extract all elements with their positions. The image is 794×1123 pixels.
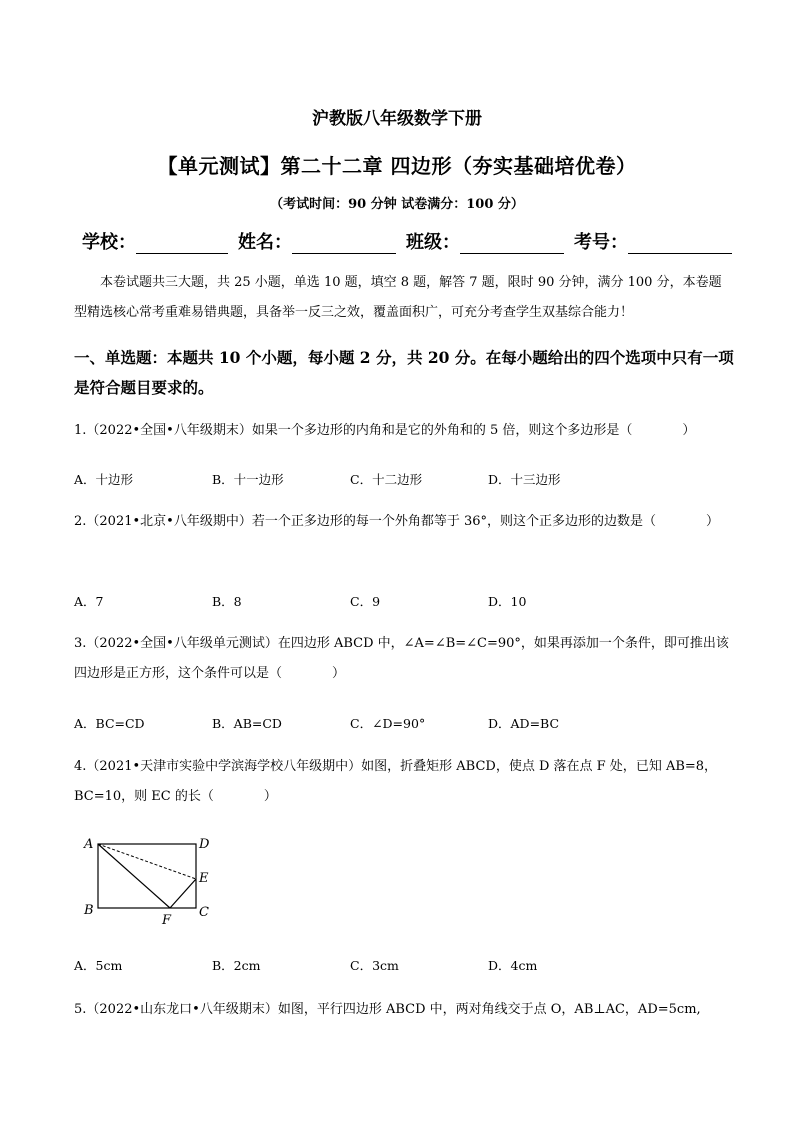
question-5-text: 5.（2022•山东龙口•八年级期末）如图，平行四边形 ABCD 中，两对角线交于点 O，AB⊥AC，AD=5cm, xyxy=(74,1002,701,1017)
option-c[interactable]: C．9 xyxy=(350,594,381,609)
option-d[interactable]: D．AD=BC xyxy=(488,716,560,731)
question-2-options xyxy=(74,592,734,610)
question-5 xyxy=(74,995,734,1025)
name-blank[interactable] xyxy=(292,235,396,254)
page-title: 【单元测试】第二十二章 四边形（夯实基础培优卷） xyxy=(157,154,637,178)
label-e: E xyxy=(199,871,209,886)
option-b[interactable]: B．8 xyxy=(212,594,242,609)
school-blank[interactable] xyxy=(136,235,228,254)
question-3 xyxy=(74,629,734,689)
bracket-close: ） xyxy=(332,666,346,681)
bracket-close: ） xyxy=(682,423,696,438)
label-f: F xyxy=(162,913,172,928)
question-2-text: 2.（2021•北京•八年级期中）若一个正多边形的每一个外角都等于 36°，则这个正多边形的边数是（ xyxy=(74,514,656,529)
rectangle-fold-figure xyxy=(78,832,228,932)
option-d[interactable]: D．十三边形 xyxy=(488,472,561,487)
label-b: B xyxy=(84,903,94,918)
question-4 xyxy=(74,752,734,812)
question-1-options xyxy=(74,470,734,488)
label-d: D xyxy=(199,837,210,852)
question-4-text: 4.（2021•天津市实验中学滨海学校八年级期中）如图，折叠矩形 ABCD，使点 D 落在点 F 处，已知 AB=8，BC=10，则 EC 的长（ xyxy=(74,759,718,804)
option-a[interactable]: A．5cm xyxy=(74,958,123,973)
option-a[interactable]: A．BC=CD xyxy=(74,716,145,731)
subtitle: 沪教版八年级数学下册 xyxy=(312,109,482,129)
section-title: 一、单选题：本题共 10 个小题，每小题 2 分，共 20 分。在每小题给出的四个选项中只有一项是符合题目要求的。 xyxy=(74,348,734,397)
label-a: A xyxy=(84,837,94,852)
label-c: C xyxy=(199,905,209,920)
time-info: （考试时间：90 分钟 试卷满分：100 分） xyxy=(270,197,524,212)
id-blank[interactable] xyxy=(628,235,732,254)
question-4-options xyxy=(74,956,734,974)
bracket-close: ） xyxy=(706,514,720,529)
option-b[interactable]: B．十一边形 xyxy=(212,472,284,487)
option-d[interactable]: D．10 xyxy=(488,594,527,609)
id-label: 考号： xyxy=(574,232,628,253)
option-b[interactable]: B．2cm xyxy=(212,958,261,973)
option-c[interactable]: C．∠D=90° xyxy=(350,716,426,731)
option-c[interactable]: C．3cm xyxy=(350,958,399,973)
option-c[interactable]: C．十二边形 xyxy=(350,472,423,487)
bracket-close: ） xyxy=(263,789,277,804)
question-3-text: 3.（2022•全国•八年级单元测试）在四边形 ABCD 中，∠A=∠B=∠C=90°，如果再添加一个条件，即可推出该四边形是正方形，这个条件可以是（ xyxy=(74,636,729,681)
class-label: 班级： xyxy=(406,232,460,253)
option-b[interactable]: B．AB=CD xyxy=(212,716,282,731)
question-3-options xyxy=(74,714,734,732)
question-1-text: 1.（2022•全国•八年级期末）如果一个多边形的内角和是它的外角和的 5 倍，则这个多边形是（ xyxy=(74,423,633,438)
option-a[interactable]: A．7 xyxy=(74,594,104,609)
school-label: 学校： xyxy=(82,232,136,253)
class-blank[interactable] xyxy=(460,235,564,254)
question-1 xyxy=(74,416,734,446)
option-a[interactable]: A．十边形 xyxy=(74,472,134,487)
student-info-fields xyxy=(82,228,722,254)
class-field[interactable] xyxy=(406,228,574,254)
name-field[interactable] xyxy=(238,228,406,254)
question-2 xyxy=(74,507,734,537)
name-label: 姓名： xyxy=(238,232,292,253)
school-field[interactable] xyxy=(82,228,238,254)
id-field[interactable] xyxy=(574,228,732,254)
option-d[interactable]: D．4cm xyxy=(488,958,538,973)
intro-paragraph: 本卷试题共三大题，共 25 小题，单选 10 题，填空 8 题，解答 7 题，限时 90 分钟，满分 100 分，本卷题型精选核心常考重难易错典题，具备举一反三之效，覆盖面积广，可充分考查学生双基综合能力！ xyxy=(74,275,722,320)
